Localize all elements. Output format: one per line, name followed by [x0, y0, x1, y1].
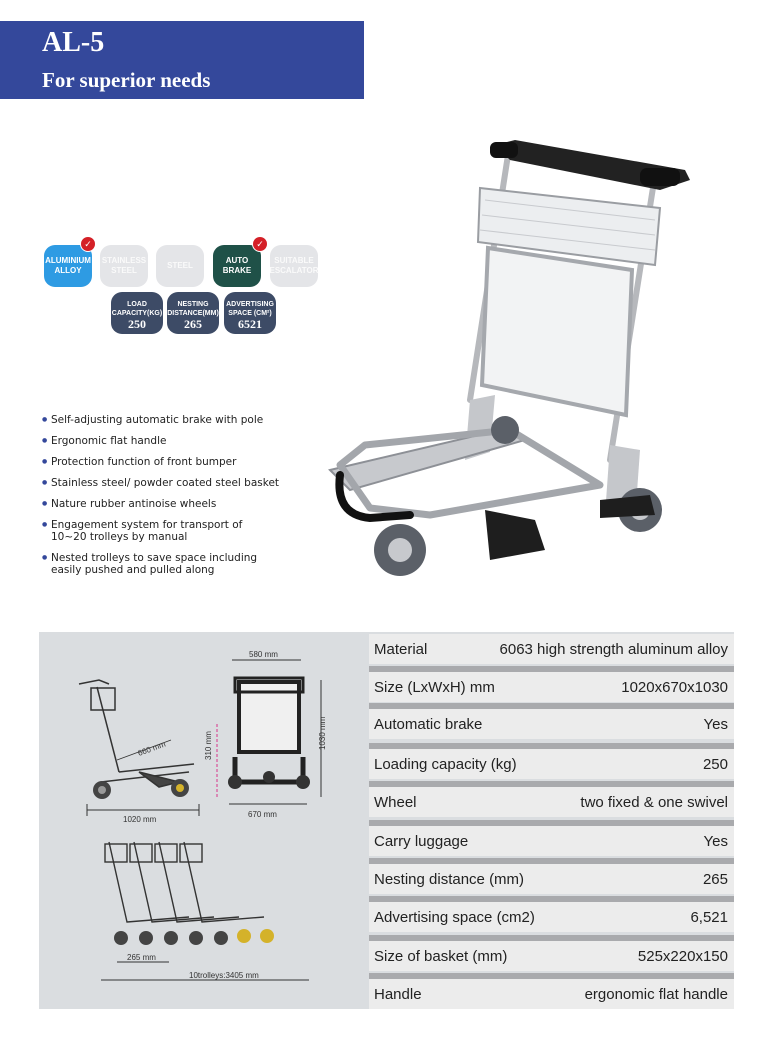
list-item: ● Protection function of front bumper: [42, 456, 302, 468]
model-name: AL-5: [42, 27, 105, 58]
table-row: Automatic brake Yes: [369, 709, 734, 739]
badge-stainless-steel: STAINLESS STEEL: [100, 245, 148, 287]
check-icon: ✓: [80, 236, 96, 252]
dim-nesting: 265 mm: [127, 953, 156, 962]
dim-length: 1020 mm: [123, 815, 157, 824]
list-item: ● Nature rubber antinoise wheels: [42, 498, 302, 510]
table-row: Wheel two fixed & one swivel: [369, 787, 734, 817]
badge-nesting-distance: NESTING DISTANCE(MM) 265: [167, 292, 219, 334]
table-row: Nesting distance (mm) 265: [369, 864, 734, 894]
dim-handle: 660 mm: [136, 739, 167, 758]
badge-load-capacity: LOAD CAPACITY(KG) 250: [111, 292, 163, 334]
table-row: Size of basket (mm) 525x220x150: [369, 941, 734, 971]
list-item: ● Stainless steel/ powder coated steel basket: [42, 477, 302, 489]
feature-list: [42, 414, 302, 585]
badge-aluminium-alloy: ALUMINIUM ALLOY: [44, 245, 92, 287]
dim-height: 1030 mm: [318, 716, 327, 750]
table-row: Size (LxWxH) mm 1020x670x1030: [369, 672, 734, 702]
dim-basket-height: 310 mm: [204, 731, 213, 760]
tagline: For superior needs: [42, 68, 211, 92]
table-row: Material 6063 high strength aluminum alloy: [369, 634, 734, 664]
badge-suitable-escalator: SUITABLE ESCALATOR: [270, 245, 318, 287]
check-icon: ✓: [252, 236, 268, 252]
title-banner: [0, 21, 364, 99]
dim-nesting-total: 10trolleys:3405 mm: [189, 971, 259, 980]
table-row: Handle ergonomic flat handle: [369, 979, 734, 1009]
table-row: Loading capacity (kg) 250: [369, 749, 734, 779]
list-item: ● Ergonomic flat handle: [42, 435, 302, 447]
list-item: ● Nested trolleys to save space including easily pushed and pulled along: [42, 552, 271, 576]
dim-width-top: 580 mm: [249, 650, 278, 659]
badge-advertising-space: ADVERTISING SPACE (CM²) 6521: [224, 292, 276, 334]
list-item: ● Self-adjusting automatic brake with pole: [42, 414, 302, 426]
trolley-image: [310, 130, 710, 590]
dimension-drawing: [39, 632, 367, 1009]
dim-width-bottom: 670 mm: [248, 810, 277, 819]
technical-drawings: [39, 632, 367, 1009]
badge-steel: STEEL: [156, 245, 204, 287]
list-item: ● Engagement system for transport of 10~20 trolleys by manual: [42, 519, 261, 543]
table-row: Carry luggage Yes: [369, 826, 734, 856]
badge-auto-brake: AUTO BRAKE: [213, 245, 261, 287]
spec-table: [367, 632, 734, 1009]
table-row: Advertising space (cm2) 6,521: [369, 902, 734, 932]
